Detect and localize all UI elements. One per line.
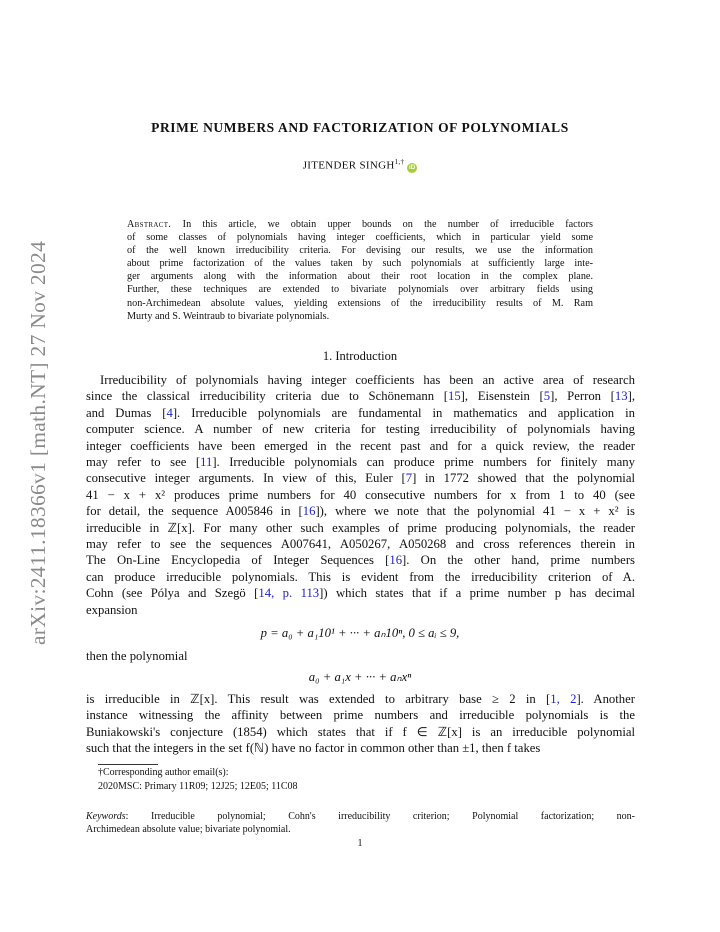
footnote-author: †Corresponding author email(s): [98, 767, 229, 778]
then-text: then the polynomial [86, 649, 188, 663]
citation[interactable]: 7 [405, 471, 413, 486]
paragraph-1-line: irreducible in ℤ[x]. For many other such examples of prime producing polynomials, the reader [86, 520, 635, 535]
paragraph-1-line: can produce irreducible polynomials. This is evident from the irreducibility criterion of A. [86, 569, 635, 584]
paragraph-1 [86, 372, 635, 618]
paragraph-1-line: expansion [86, 602, 138, 617]
paragraph-1-line: may refer to see the sequences A007641, A050267, A050268 and cross references therein in [86, 537, 635, 552]
paragraph-1-line: 41 − x + x² produces prime numbers for 40 consecutive numbers for x from 1 to 40 (see [86, 487, 635, 502]
author-name: JITENDER SINGH [302, 159, 395, 172]
paragraph-1-line: and Dumas [4]. Irreducible polynomials are fundamental in mathematics and application in [86, 405, 635, 420]
abstract-line: Abstract. In this article, we obtain upper bounds on the number of irreducible factors [127, 219, 593, 230]
page-number: 1 [357, 838, 363, 849]
citation[interactable]: 1, 2 [550, 692, 577, 706]
paragraph-1-line: for detail, the sequence A005846 in [16]), where we note that the polynomial 41 − x + x² is [86, 504, 635, 519]
keywords-line-1: Keywords: Irreducible polynomial; Cohn's irreducibility criterion; Polynomial factorization; non- [86, 811, 635, 822]
paper-title: PRIME NUMBERS AND FACTORIZATION OF POLYNOMIALS [151, 120, 569, 135]
then-text-block [86, 648, 635, 664]
equation-2: a₀ + a₁x + ··· + aₙxⁿ [308, 670, 412, 684]
paragraph-2 [86, 691, 635, 757]
abstract-line: non-Archimedean absolute values, yielding extensions of the irreducibility results of M. Ram [127, 297, 593, 309]
equation-1: p = a₀ + a₁10¹ + ··· + aₙ10ⁿ, 0 ≤ aᵢ ≤ 9, [260, 626, 460, 640]
abstract-line: of the well known irreducibility criteria. For devising our results, we use the information [127, 245, 593, 257]
citation[interactable]: 5 [543, 389, 551, 404]
paragraph-2-line: is irreducible in ℤ[x]. This result was extended to arbitrary base ≥ 2 in [1, 2]. Another [86, 692, 635, 706]
paragraph-1-line: Irreducibility of polynomials having integer coefficients has been an active area of research [100, 373, 635, 387]
paragraph-1-line: integer coefficients have been emerged in the recent past and for a quick review, the reader [86, 438, 635, 453]
paragraph-1-line: computer science. A number of new criteria for testing irreducibility of polynomials having [86, 422, 635, 437]
orcid-icon[interactable]: iD [408, 164, 416, 171]
citation[interactable]: 16 [389, 553, 403, 568]
section-title: 1. Introduction [322, 349, 398, 363]
keywords [86, 810, 635, 836]
abstract [127, 218, 593, 323]
abstract-line: ger arguments along with the information about their root location in the complex plane. [127, 271, 593, 283]
citation[interactable]: 4 [166, 405, 173, 420]
footnote-rule [98, 764, 158, 765]
arxiv-side-label: arXiv:2411.18366v1 [math.NT] 27 Nov 2024 [26, 240, 50, 645]
section-heading [0, 349, 720, 364]
keywords-line-2: Archimedean absolute value; bivariate polynomial. [86, 824, 291, 835]
abstract-heading: Abstract. [127, 219, 183, 230]
paragraph-2-line: Buniakowski's conjecture (1854) which states that if f ∈ ℤ[x] is an irreducible polynomial [86, 724, 635, 739]
footnote-msc: 2020MSC: Primary 11R09; 12J25; 12E05; 11C08 [98, 781, 298, 792]
paragraph-1-line: The On-Line Encyclopedia of Integer Sequences [16]. On the other hand, prime numbers [86, 553, 635, 568]
citation[interactable]: 14, p. 113 [258, 586, 320, 601]
abstract-line: Further, these techniques are extended to bivariate polynomials over arbitrary fields using [127, 284, 593, 296]
paragraph-1-line: Cohn (see Pólya and Szegö [14, p. 113]) which states that if a prime number p has decimal [86, 586, 635, 601]
paragraph-2-line: instance witnessing the affinity between prime numbers and irreducible polynomials is the [86, 708, 635, 723]
keywords-label: Keywords [86, 811, 126, 822]
paragraph-1-line: consecutive integer arguments. In view of this, Euler [7] in 1772 showed that the polynomial [86, 471, 635, 486]
citation[interactable]: 11 [200, 455, 213, 470]
paragraph-2-line: such that the integers in the set f(ℕ) have no factor in common other than ±1, then f takes [86, 741, 541, 756]
paragraph-1-line: may refer to see [11]. Irreducible polynomials can produce prime numbers for finitely many [86, 455, 635, 470]
citation[interactable]: 15 [447, 389, 461, 404]
abstract-line: of some classes of polynomials having integer coefficients, which in particular yield some [127, 232, 593, 244]
abstract-line: Murty and S. Weintraub to bivariate polynomials. [127, 310, 330, 322]
abstract-line: about prime factorization of the values taken by such polynomials at sufficiently large inte- [127, 258, 593, 270]
citation[interactable]: 13 [614, 389, 628, 404]
author-marks: 1,† [394, 158, 405, 166]
author-line [0, 158, 720, 173]
citation[interactable]: 16 [302, 504, 316, 519]
paragraph-1-line: since the classical irreducibility criteria due to Schönemann [15], Eisenstein [5], Perron [13], [86, 389, 635, 404]
